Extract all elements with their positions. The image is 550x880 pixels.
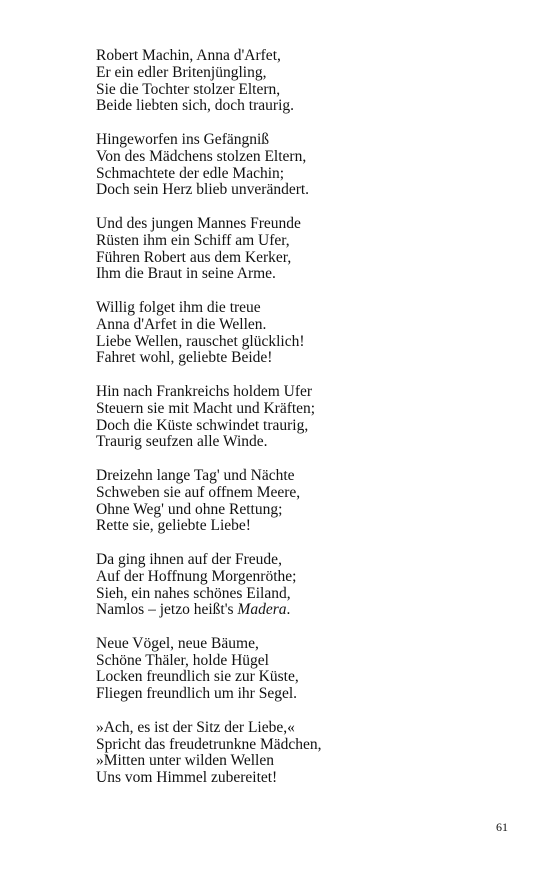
poem-line: Uns vom Himmel zubereitet!	[96, 769, 278, 787]
poem-line: Führen Robert aus dem Kerker,	[96, 248, 292, 266]
poem-line: Rette sie, geliebte Liebe!	[96, 517, 251, 535]
poem-line: Anna d'Arfet in die Wellen.	[96, 315, 267, 333]
poem-text	[96, 48, 516, 804]
stanza-1	[96, 48, 516, 115]
stanza-9	[96, 720, 516, 787]
poem-line: »Ach, es ist der Sitz der Liebe,«	[96, 718, 295, 736]
poem-line: Robert Machin, Anna d'Arfet,	[96, 47, 281, 64]
poem-line: Spricht das freudetrunkne Mädchen,	[96, 735, 322, 753]
poem-line: Hin nach Frankreichs holdem Ufer	[96, 382, 313, 400]
poem-line: Ihm die Braut in seine Arme.	[96, 265, 276, 283]
poem-line-madera	[96, 602, 516, 619]
line-period: .	[286, 601, 291, 619]
poem-line: Rüsten ihm ein Schiff am Ufer,	[96, 231, 290, 249]
poem-line: Sie die Tochter stolzer Eltern,	[96, 80, 281, 98]
stanza-6	[96, 468, 516, 535]
poem-line: Neue Vögel, neue Bäume,	[96, 634, 259, 652]
poem-line: Doch sein Herz blieb unverändert.	[96, 181, 310, 199]
poem-line: Schweben sie auf offnem Meere,	[96, 483, 301, 501]
poem-line: Sieh, ein nahes schönes Eiland,	[96, 584, 291, 602]
page-number: 61	[496, 820, 508, 834]
poem-line: Doch die Küste schwindet traurig,	[96, 416, 309, 434]
poem-line: Fliegen freundlich um ihr Segel.	[96, 685, 298, 703]
poem-line: Liebe Wellen, rauschet glücklich!	[96, 332, 305, 350]
poem-line: Auf der Hoffnung Morgenröthe;	[96, 567, 297, 585]
poem-line: Und des jungen Mannes Freunde	[96, 214, 301, 232]
poem-line: Beide liebten sich, doch traurig.	[96, 97, 294, 115]
poem-line: »Mitten unter wilden Wellen	[96, 752, 274, 770]
poem-line: Schmachtete der edle Machin;	[96, 164, 285, 182]
poem-line: Steuern sie mit Macht und Kräften;	[96, 399, 316, 417]
poem-line: Hingeworfen ins Gefängniß	[96, 130, 270, 148]
stanza-8	[96, 636, 516, 703]
poem-line: Traurig seufzen alle Winde.	[96, 433, 268, 451]
stanza-4	[96, 300, 516, 367]
stanza-2	[96, 132, 516, 199]
poem-line-text: Namlos – jetzo heißt's	[96, 601, 234, 619]
poem-line: Von des Mädchens stolzen Eltern,	[96, 147, 307, 165]
italic-place-name: Madera	[237, 601, 287, 619]
poem-line: Ohne Weg' und ohne Rettung;	[96, 500, 283, 518]
poem-line: Locken freundlich sie zur Küste,	[96, 668, 299, 686]
poem-line: Da ging ihnen auf der Freude,	[96, 550, 282, 568]
poem-line: Fahret wohl, geliebte Beide!	[96, 349, 273, 367]
poem-line: Willig folget ihm die treue	[96, 298, 261, 316]
stanza-5	[96, 384, 516, 451]
stanza-3	[96, 216, 516, 283]
poem-line: Dreizehn lange Tag' und Nächte	[96, 466, 295, 484]
poem-line: Schöne Thäler, holde Hügel	[96, 651, 269, 669]
stanza-7	[96, 552, 516, 619]
poem-line: Er ein edler Britenjüngling,	[96, 63, 267, 81]
